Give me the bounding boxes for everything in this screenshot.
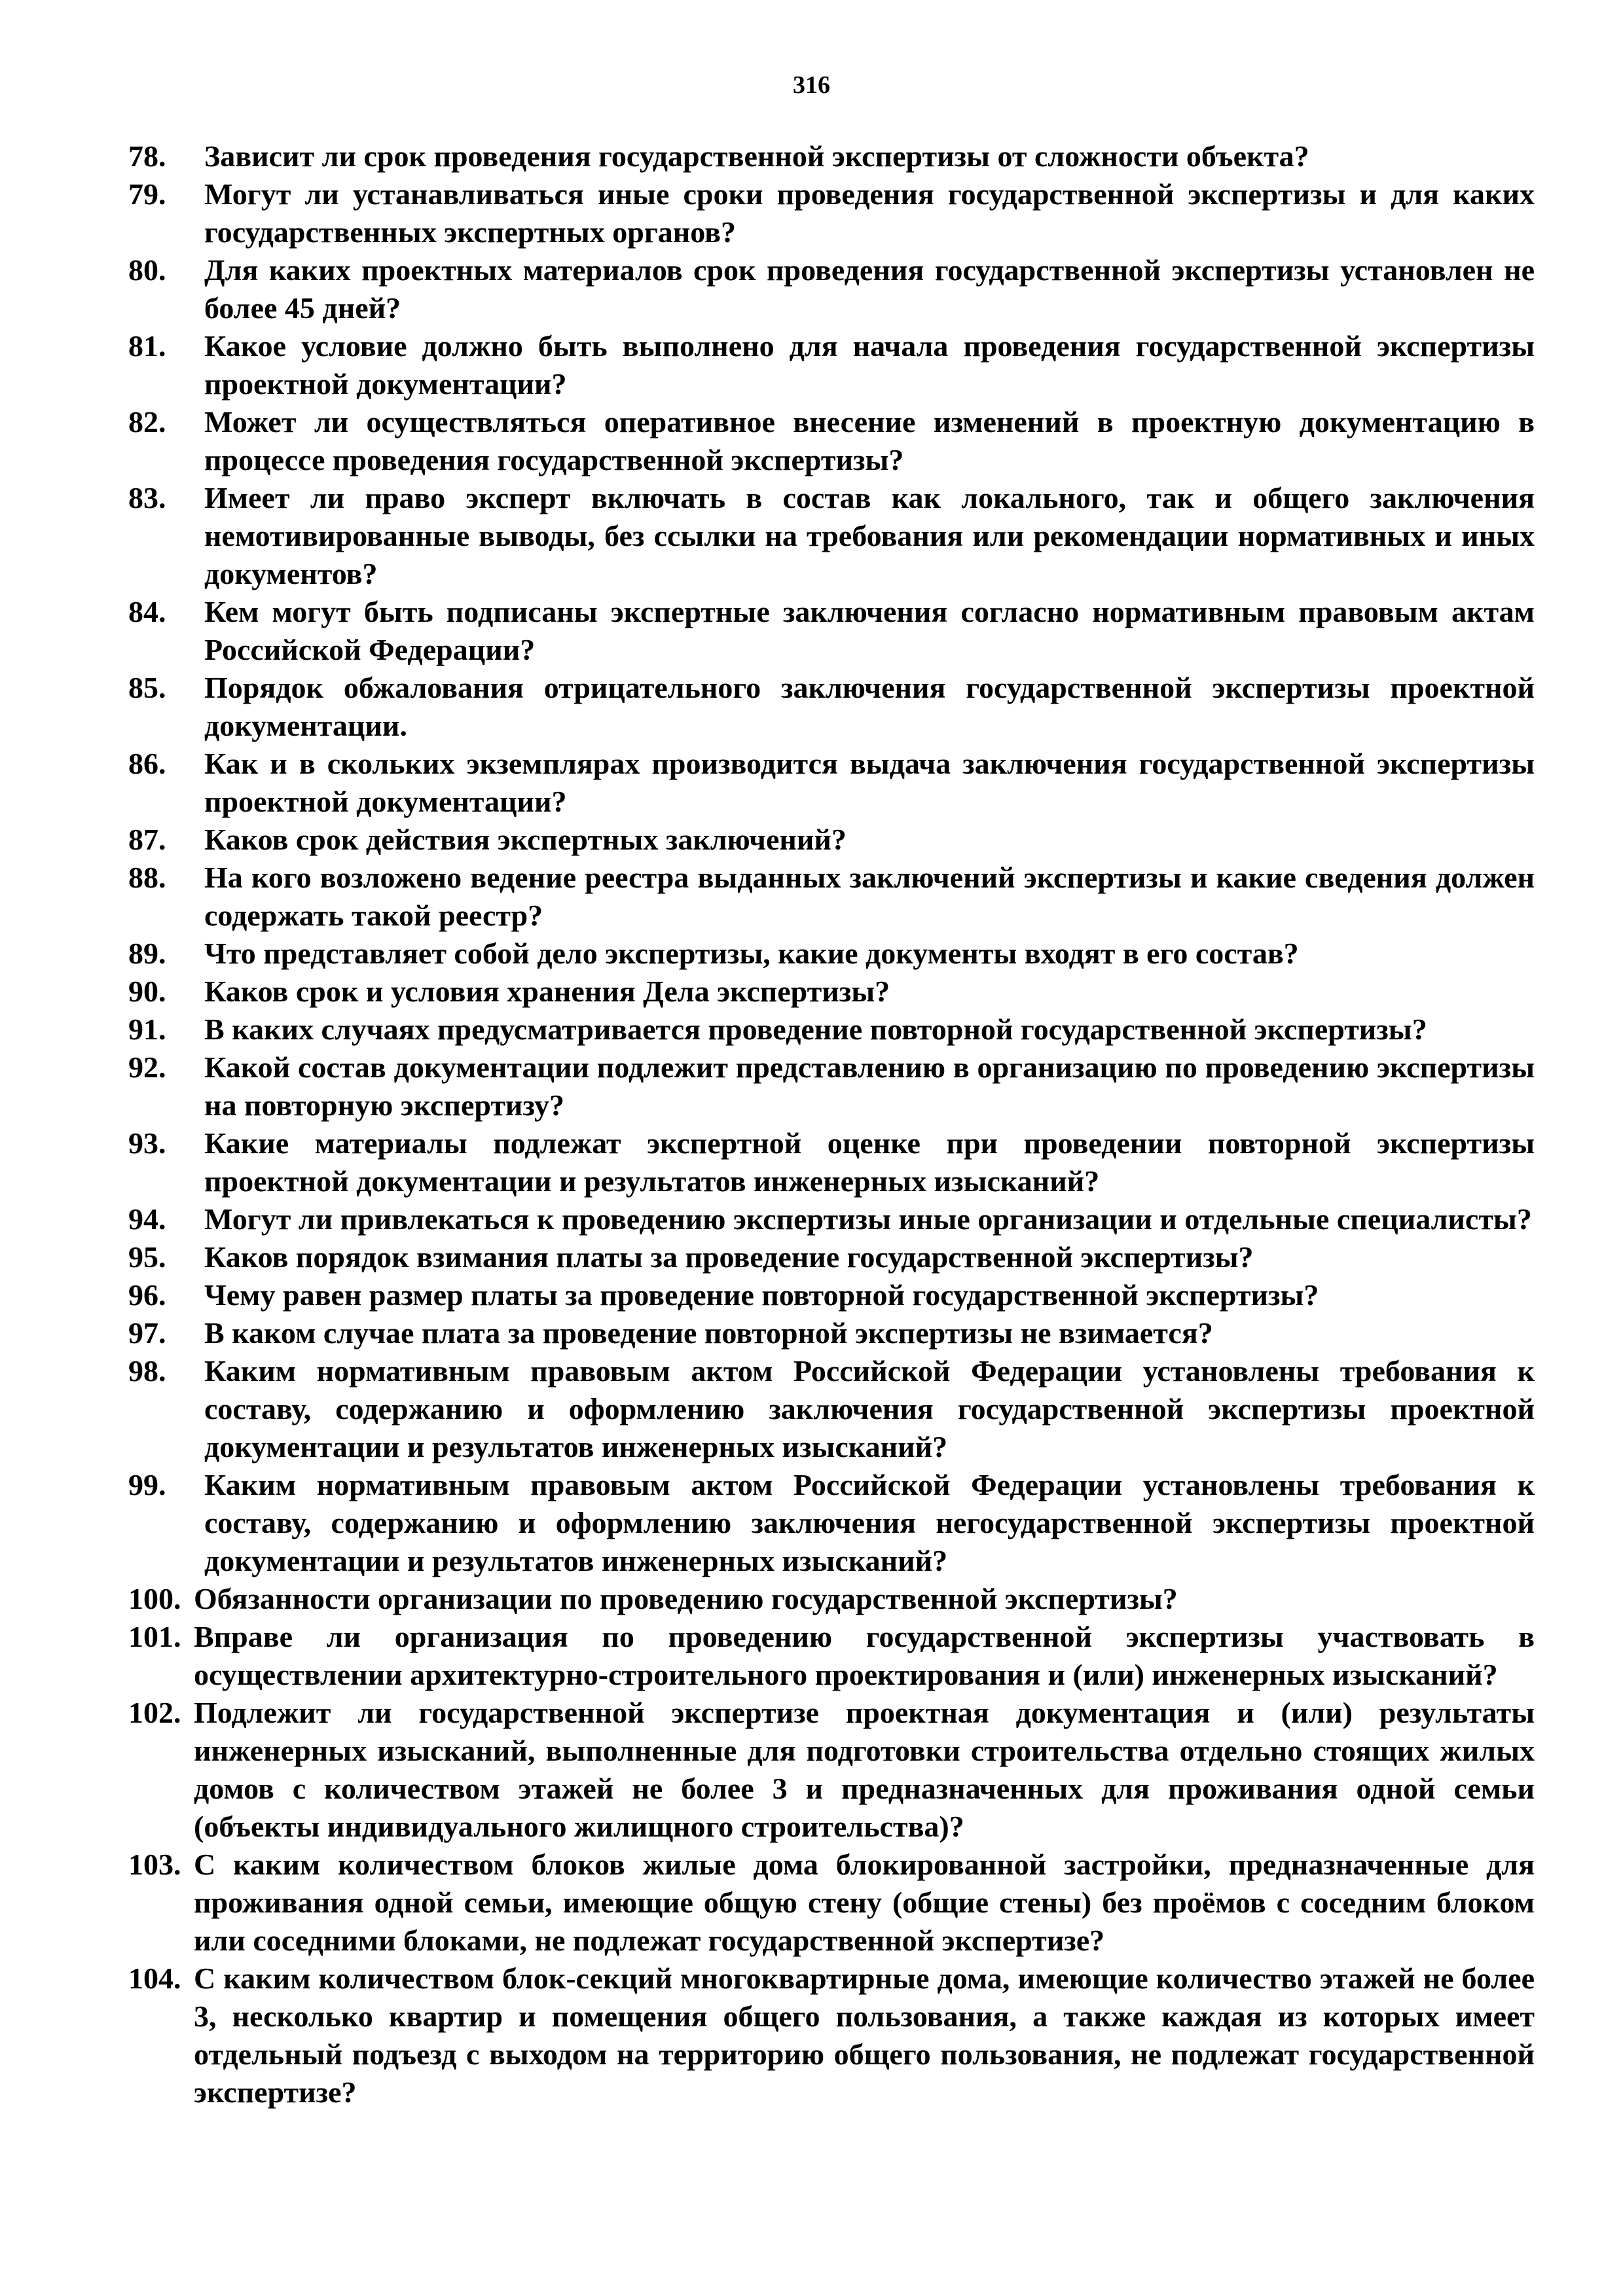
question-item xyxy=(128,403,1535,479)
question-item xyxy=(128,1011,1535,1049)
question-number: 89. xyxy=(128,937,166,970)
question-item xyxy=(128,669,1535,745)
question-number: 83. xyxy=(128,481,166,514)
question-text: Каков порядок взимания платы за проведение государственной экспертизы? xyxy=(204,1240,1254,1274)
question-number: 94. xyxy=(128,1202,166,1236)
question-item xyxy=(128,593,1535,669)
question-text: Каков срок действия экспертных заключений? xyxy=(204,823,847,856)
question-item xyxy=(128,175,1535,251)
question-number: 90. xyxy=(128,975,166,1008)
question-number: 81. xyxy=(128,329,166,363)
question-text: Вправе ли организация по проведению государственной экспертизы участвовать в осуществлении архитектурно-строительного проектирования и (или) инженерных изысканий? xyxy=(194,1620,1535,1691)
question-number: 97. xyxy=(128,1316,166,1350)
question-item xyxy=(128,821,1535,859)
question-item xyxy=(128,1352,1535,1466)
question-item xyxy=(128,973,1535,1011)
question-text: Какое условие должно быть выполнено для начала проведения государственной экспертизы проектной документации? xyxy=(204,329,1535,401)
question-item xyxy=(128,1580,1535,1618)
question-item xyxy=(128,1694,1535,1846)
question-item xyxy=(128,745,1535,821)
question-text: На кого возложено ведение реестра выданных заключений экспертизы и какие сведения должен содержать такой реестр? xyxy=(204,861,1535,932)
question-item xyxy=(128,1846,1535,1960)
question-number: 82. xyxy=(128,405,166,439)
question-text: Каков срок и условия хранения Дела экспертизы? xyxy=(204,975,890,1008)
question-text: Каким нормативным правовым актом Российской Федерации установлены требования к составу, содержанию и оформлению заключения негосударственной экспертизы проектной документации и результатов инженерных изысканий? xyxy=(204,1468,1535,1577)
question-item xyxy=(128,1466,1535,1580)
question-number: 102. xyxy=(128,1696,181,1729)
question-item xyxy=(128,1049,1535,1124)
question-number: 98. xyxy=(128,1354,166,1388)
question-text: С каким количеством блоков жилые дома блокированной застройки, предназначенные для проживания одной семьи, имеющие общую стену (общие стены) без проёмов с соседним блоком или соседними блоками, не подлежат государственной экспертизе? xyxy=(194,1848,1535,1957)
question-text: Чему равен размер платы за проведение повторной государственной экспертизы? xyxy=(204,1278,1319,1312)
question-text: В каком случае плата за проведение повторной экспертизы не взимается? xyxy=(204,1316,1213,1350)
question-number: 96. xyxy=(128,1278,166,1312)
question-text: Могут ли устанавливаться иные сроки проведения государственной экспертизы и для каких государственных экспертных органов? xyxy=(204,177,1535,249)
question-item xyxy=(128,1314,1535,1352)
question-item xyxy=(128,1124,1535,1200)
question-number: 103. xyxy=(128,1848,181,1881)
question-item xyxy=(128,479,1535,593)
question-item xyxy=(128,1618,1535,1694)
question-list xyxy=(128,137,1535,2111)
page-number: 316 xyxy=(793,71,830,99)
question-number: 92. xyxy=(128,1050,166,1084)
question-text: Подлежит ли государственной экспертизе проектная документация и (или) результаты инженерных изысканий, выполненные для подготовки строительства отдельно стоящих жилых домов с количеством этажей не более 3 и предназначенных для проживания одной семьи (объекты индивидуального жилищного строительства)? xyxy=(194,1696,1535,1843)
question-number: 84. xyxy=(128,595,166,628)
question-item xyxy=(128,1200,1535,1238)
question-item xyxy=(128,137,1535,175)
question-number: 78. xyxy=(128,139,166,173)
question-item xyxy=(128,1960,1535,2111)
question-number: 79. xyxy=(128,177,166,211)
question-text: Кем могут быть подписаны экспертные заключения согласно нормативным правовым актам Российской Федерации? xyxy=(204,595,1535,666)
question-text: Обязанности организации по проведению государственной экспертизы? xyxy=(194,1582,1178,1615)
question-number: 88. xyxy=(128,861,166,894)
question-text: Что представляет собой дело экспертизы, какие документы входят в его состав? xyxy=(204,937,1299,970)
question-number: 101. xyxy=(128,1620,181,1653)
question-text: Может ли осуществляться оперативное внесение изменений в проектную документацию в процессе проведения государственной экспертизы? xyxy=(204,405,1535,476)
question-text: Каким нормативным правовым актом Российской Федерации установлены требования к составу, содержанию и оформлению заключения государственной экспертизы проектной документации и результатов инженерных изысканий? xyxy=(204,1354,1535,1463)
question-text: Зависит ли срок проведения государственной экспертизы от сложности объекта? xyxy=(204,139,1309,173)
question-number: 100. xyxy=(128,1582,181,1615)
question-number: 85. xyxy=(128,671,166,704)
question-text: Как и в скольких экземплярах производится выдача заключения государственной экспертизы проектной документации? xyxy=(204,747,1535,818)
question-item xyxy=(128,1238,1535,1276)
question-text: Могут ли привлекаться к проведению экспертизы иные организации и отдельные специалисты? xyxy=(204,1202,1532,1236)
question-number: 93. xyxy=(128,1126,166,1160)
question-text: Какой состав документации подлежит представлению в организацию по проведению экспертизы на повторную экспертизу? xyxy=(204,1050,1535,1122)
question-text: Для каких проектных материалов срок проведения государственной экспертизы установлен не более 45 дней? xyxy=(204,253,1535,325)
question-item xyxy=(128,859,1535,935)
question-number: 95. xyxy=(128,1240,166,1274)
question-text: Порядок обжалования отрицательного заключения государственной экспертизы проектной документации. xyxy=(204,671,1535,742)
question-text: С каким количеством блок-секций многоквартирные дома, имеющие количество этажей не более 3, несколько квартир и помещения общего пользования, а также каждая из которых имеет отдельный подъезд с выходом на территорию общего пользования, не подлежат государственной экспертизе? xyxy=(194,1962,1535,2109)
question-number: 87. xyxy=(128,823,166,856)
question-number: 99. xyxy=(128,1468,166,1501)
question-text: Имеет ли право эксперт включать в состав как локального, так и общего заключения немотивированные выводы, без ссылки на требования или рекомендации нормативных и иных документов? xyxy=(204,481,1535,590)
question-item xyxy=(128,327,1535,403)
question-text: В каких случаях предусматривается проведение повторной государственной экспертизы? xyxy=(204,1013,1427,1046)
question-item xyxy=(128,935,1535,973)
question-number: 104. xyxy=(128,1962,181,1995)
question-text: Какие материалы подлежат экспертной оценке при проведении повторной экспертизы проектной документации и результатов инженерных изысканий? xyxy=(204,1126,1535,1198)
question-item xyxy=(128,1276,1535,1314)
question-item xyxy=(128,251,1535,327)
question-number: 80. xyxy=(128,253,166,287)
question-number: 91. xyxy=(128,1013,166,1046)
question-number: 86. xyxy=(128,747,166,780)
